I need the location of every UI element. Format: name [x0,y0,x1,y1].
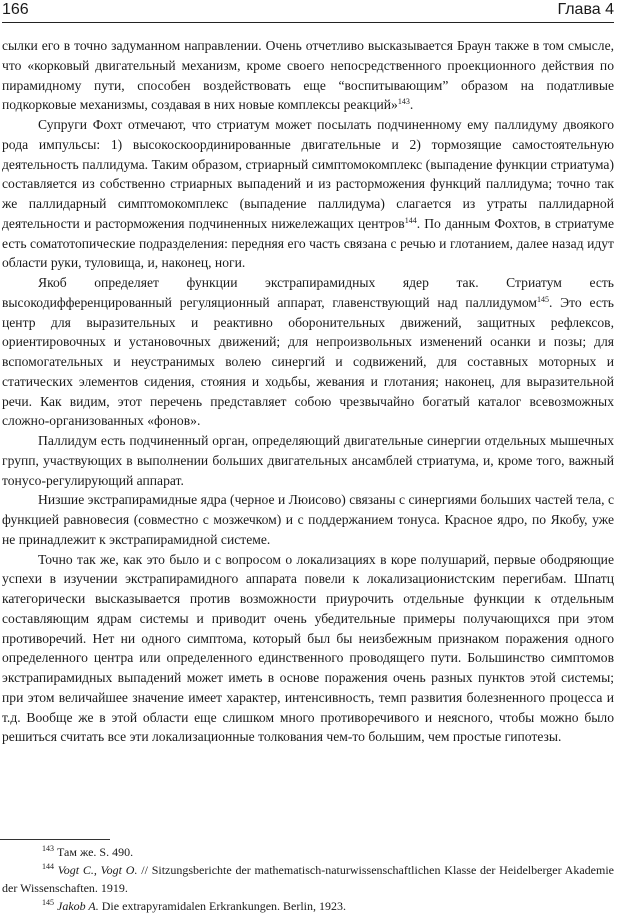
paragraph: Низшие экстрапирамидные ядра (черное и Люисово) связаны с синергиями больших частей тела, с функцией равновесия (совместно с мозжечком) и с поддержанием тонуса. Красное ядро, по Якобу, уже не принадлежит к экстрапирамидной системе. [2,492,614,547]
footnote-ref[interactable]: 145 [536,294,549,304]
paragraph: сылки его в точно задуманном направлении. Очень отчетливо высказывается Браун также в том смысле, что «корковый двигательный механизм, кроме своего непосредственного проекционного действия по пирамидному пути, способен воздействовать еще “воспитывающим” образом на податливые подкорковые механизмы, создавая в них новые комплексы реакций»$^{143}$. [2,38,614,113]
footnotes [2,843,614,915]
page-number: 166 [2,1,29,18]
footnote: $^{145}$ Jakob A. Die extrapyramidalen Erkrankungen. Berlin, 1923. [42,898,347,913]
body-text [2,36,614,747]
footnote-author: Vogt C., Vogt O. [57,863,138,877]
paragraph: Точно так же, как это было и с вопросом о локализациях в коре полушарий, первые ободряющие успехи в изучении экстрапирамидного аппарата повели к локализационистским перегибам. Шпатц категорически высказывается против возможности приурочить отдельные функции к отдельным составляющим ядрам системы и приводит очень убедительные примеры получающихся при этом противоречий. Нет ни одного симптома, который был бы неизбежным признаком поражения одного определенного центра или определенного единственного проводящего пути. Большинство симптомов экстрапирамидных выпадений может иметь в основе поражения очень разных пунктов этой системы; при этом величайшее значение имеет характер, интенсивность, темп развития болезненного процесса и т.д. Вообще же в этой области еще слишком много противоречивого и неясного, чтобы можно было решиться считать все эти локализационные толкования чем-то большим, чем простые гипотезы. [2,551,614,745]
footnote-ref[interactable]: 143 [397,97,410,107]
footnote-separator [0,839,110,840]
footnote-number: 144 [42,862,54,871]
paragraph: Якоб определяет функции экстрапирамидных ядер так. Стриатум есть высокодифференцированный регуляционный аппарат, главенствующий над паллидумом$^{145}$. Это есть центр для выразительных и реактивно оборонительных движений, защитных рефлексов, ориентировочных и установочных движений; для непроизвольных изменений осанки и позы; для вспомогательных и неустранимых волею синергий и содвижений, для составных моторных и статических элементов сидения, стояния и ходьбы, жевания и глотания; наконец, для выразительной речи. Как видим, этот перечень представляет собою чрезвычайно богатый каталог всевозможных сложно-организованных «фонов». [2,275,614,429]
footnote-author: Jakob A. [57,899,99,913]
paragraph: Супруги Фохт отмечают, что стриатум может посылать подчиненному ему паллидуму двоякого рода импульсы: 1) высокоскоординированные двигательные и 2) тормозящие самостоятельную деятельность паллидума. Таким образом, стриарный симптомокомплекс (выпадение функции стриатума) составляется из собственно стриарных выпадений и из расторможения функций паллидума; точно так же паллидарный симптомокомплекс (выпадение паллидума) слагается из утраты паллидарной деятельности и расторможения подчиненных нижележащих центров$^{144}$. По данным Фохтов, в стриатуме есть соматотопические подразделения: передняя его часть связана с речью и глотанием, далее назад идут области руки, туловища, и, наконец, ноги. [2,117,614,271]
chapter-title: Глава 4 [557,1,614,18]
running-header [2,0,614,23]
footnote: $^{143}$ Там же. S. 490. [42,844,134,859]
paragraph: Паллидум есть подчиненный орган, определяющий двигательные синергии отдельных мышечных групп, участвующих в выполнении больших двигательных ансамблей стриатума, и, кроме того, важный тонусо-регулирующий аппарат. [2,433,614,488]
footnote-number: 145 [42,898,54,907]
footnote-number: 143 [42,844,54,853]
footnote-ref[interactable]: 144 [404,215,417,225]
footnote: $^{144}$ Vogt C., Vogt O. // Sitzungsberichte der mathematisch-naturwissenschaftlichen Klasse der Heidelberger Akademie der Wissenschaften. 1919. [2,862,614,895]
